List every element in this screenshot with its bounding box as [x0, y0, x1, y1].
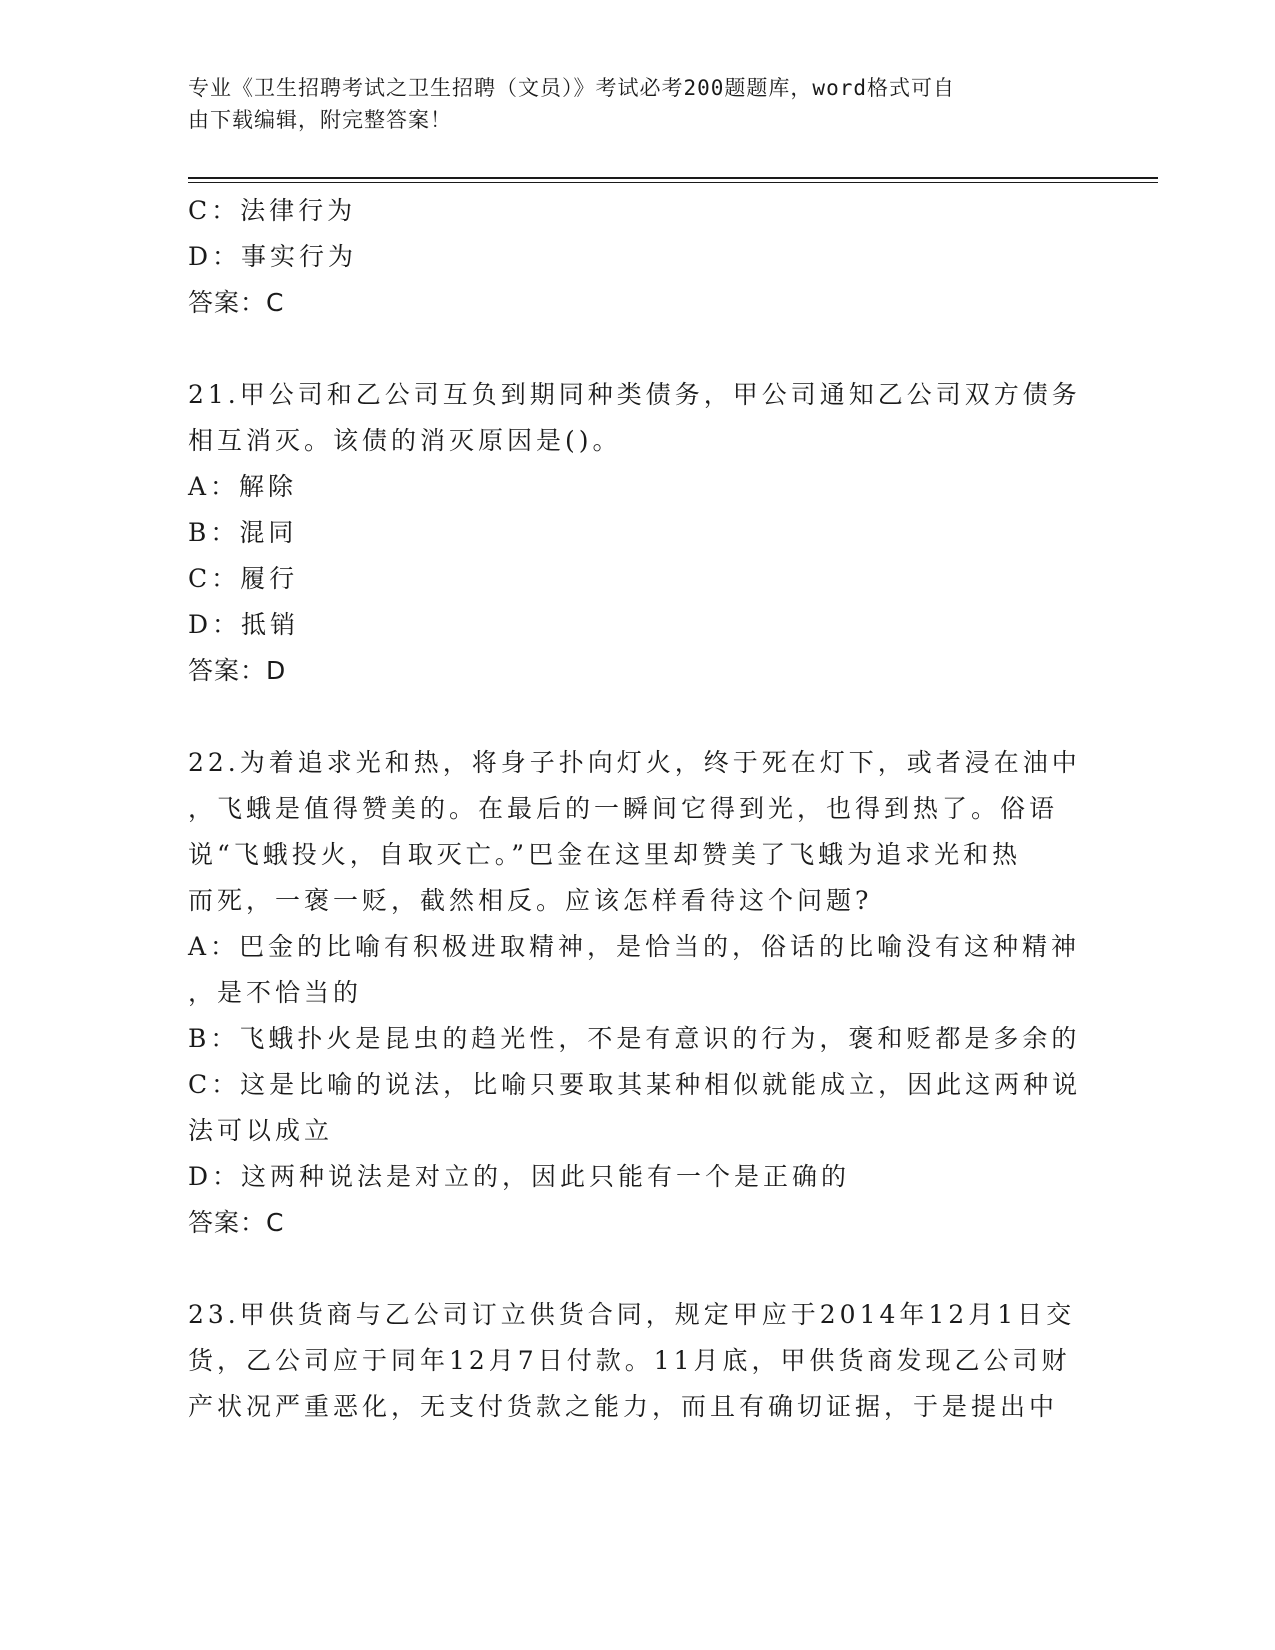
page-header [188, 72, 1088, 136]
spacer [188, 326, 1088, 372]
header-line-1: 专业《卫生招聘考试之卫生招聘（文员）》考试必考200题题库，word格式可自 [188, 76, 955, 100]
header-rule-thin [188, 182, 1158, 183]
spacer [188, 1246, 1088, 1292]
q20-answer: 答案：C [188, 288, 285, 317]
header-line-2: 由下载编辑，附完整答案！ [188, 108, 452, 132]
header-rule-thick [188, 177, 1158, 179]
q22-stem-line-3: 说“飞蛾投火，自取灭亡。”巴金在这里却赞美了飞蛾为追求光和热 [188, 840, 1022, 869]
q22-option-a-line-2: ，是不恰当的 [188, 978, 363, 1007]
q22-answer: 答案：C [188, 1208, 285, 1237]
q21-answer: 答案：D [188, 656, 287, 685]
question-21 [188, 372, 1088, 694]
q22-option-a-line-1: A：巴金的比喻有积极进取精神，是恰当的，俗话的比喻没有这种精神 [188, 932, 1081, 961]
spacer [188, 694, 1088, 740]
q23-stem-line-1: 23.甲供货商与乙公司订立供货合同，规定甲应于2014年12月1日交 [188, 1300, 1076, 1329]
q21-option-b: B：混同 [188, 518, 298, 547]
document-body [188, 188, 1088, 1430]
question-22 [188, 740, 1088, 1246]
q21-option-c: C：履行 [188, 564, 299, 593]
q20-option-d: D：事实行为 [188, 242, 358, 271]
q23-stem-line-2: 货，乙公司应于同年12月7日付款。11月底，甲供货商发现乙公司财 [188, 1346, 1071, 1375]
q22-option-c-line-2: 法可以成立 [188, 1116, 334, 1145]
question-20-tail [188, 188, 1088, 326]
q22-option-c-line-1: C：这是比喻的说法，比喻只要取其某种相似就能成立，因此这两种说 [188, 1070, 1082, 1099]
q22-option-b: B：飞蛾扑火是昆虫的趋光性，不是有意识的行为，褒和贬都是多余的 [188, 1024, 1081, 1053]
q22-stem-line-2: ，飞蛾是值得赞美的。在最后的一瞬间它得到光，也得到热了。俗语 [188, 794, 1059, 823]
q21-stem-line-2: 相互消灭。该债的消灭原因是()。 [188, 426, 622, 455]
q21-option-d: D：抵销 [188, 610, 300, 639]
q21-option-a: A：解除 [188, 472, 298, 501]
q22-stem-line-1: 22.为着追求光和热，将身子扑向灯火，终于死在灯下，或者浸在油中 [188, 748, 1081, 777]
q22-option-d: D：这两种说法是对立的，因此只能有一个是正确的 [188, 1162, 851, 1191]
q23-stem-line-3: 产状况严重恶化，无支付货款之能力，而且有确切证据，于是提出中 [188, 1392, 1059, 1421]
q22-stem-line-4: 而死，一褒一贬，截然相反。应该怎样看待这个问题? [188, 886, 873, 915]
question-23 [188, 1292, 1088, 1430]
q20-option-c: C：法律行为 [188, 196, 357, 225]
q21-stem-line-1: 21.甲公司和乙公司互负到期同种类债务，甲公司通知乙公司双方债务 [188, 380, 1081, 409]
